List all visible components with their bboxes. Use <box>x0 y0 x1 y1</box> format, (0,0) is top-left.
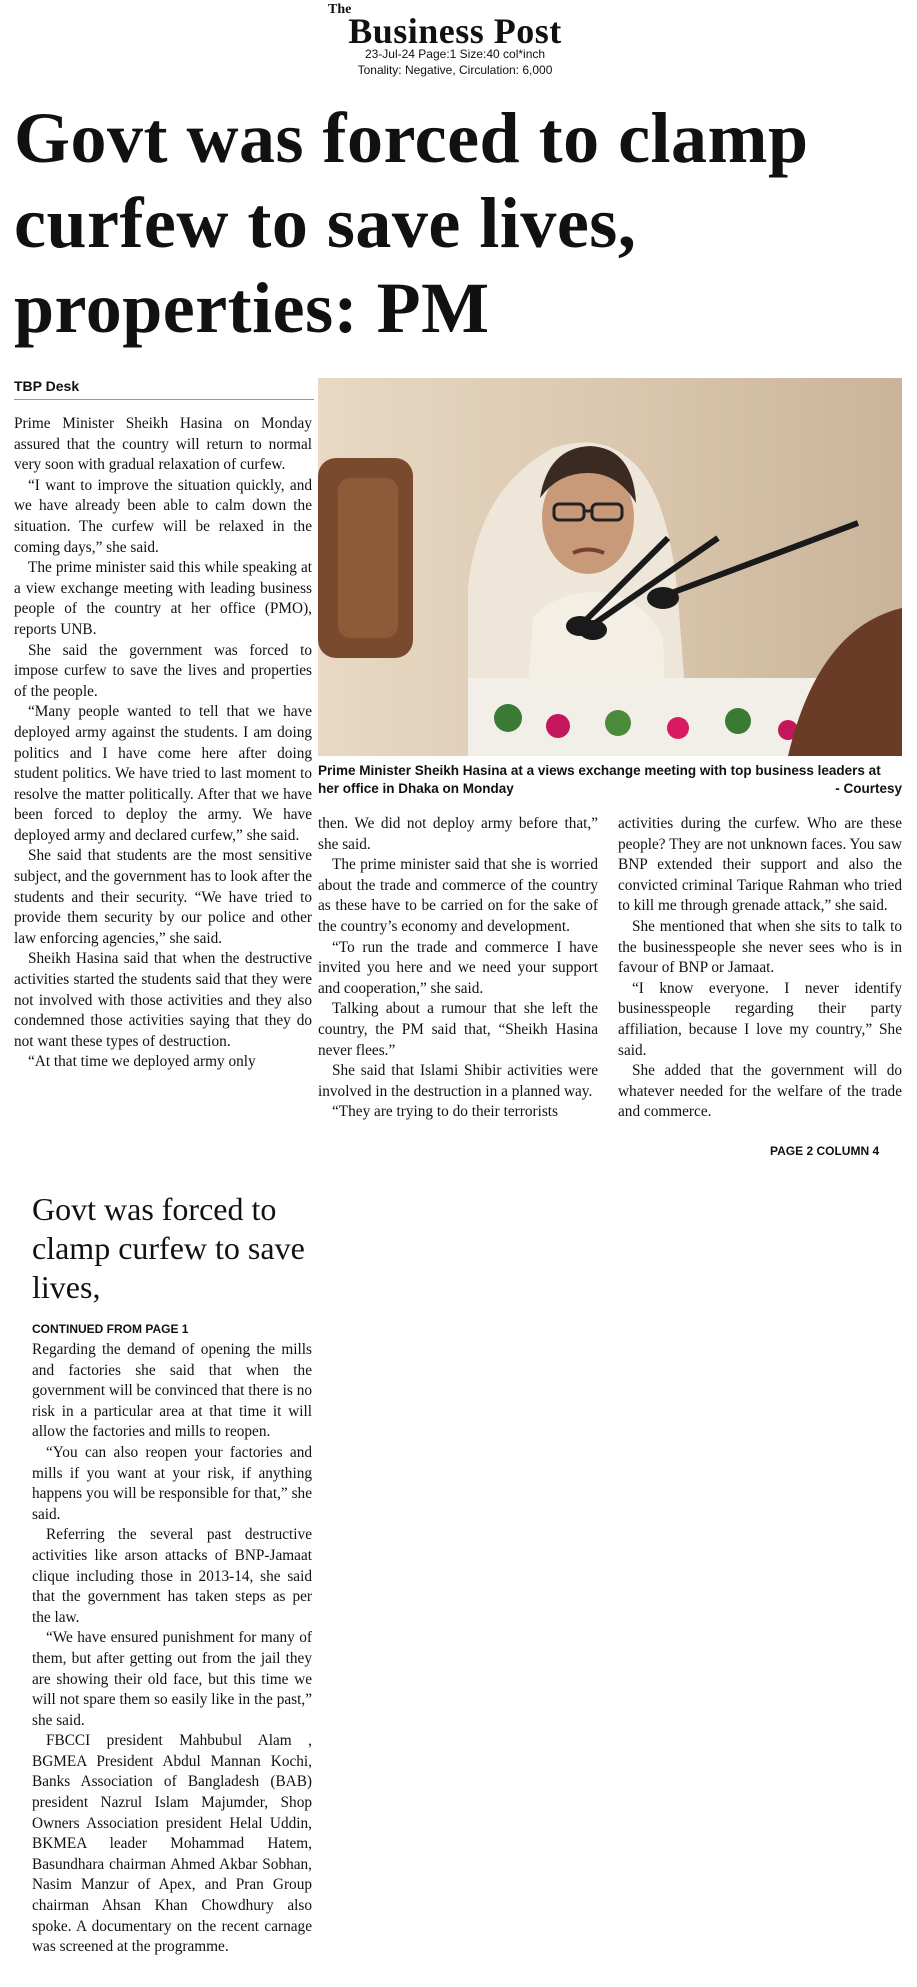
jump-line: PAGE 2 COLUMN 4 <box>770 1144 880 1158</box>
masthead <box>320 4 590 78</box>
byline: TBP Desk <box>14 378 80 394</box>
paragraph: “We have ensured punishment for many of them, but after getting out from the jail they are showing their old face, but this time we will not spare them so easily like in the past,” she said. <box>32 1629 312 1729</box>
paragraph: Talking about a rumour that she left the country, the PM said that, “Sheikh Hasina never flees.” <box>318 1000 598 1059</box>
paragraph: “I know everyone. I never identify businesspeople regarding their party affiliation, because I love my country,” She said. <box>618 979 902 1059</box>
paragraph: FBCCI president Mahbubul Alam , BGMEA President Abdul Mannan Kochi, Banks Association of Bangladesh (BAB) president Nazrul Islam Majumder, Shop Owners Association president Helal Uddin, BKMEA leader Mohammad Hatem, Basundhara chairman Ahmed Akbar Sobhan, Nasim Manzur of Apex, and Pran Group chairman Ahsan Khan Chowdhury also spoke. A documentary on the recent carnage was screened at the programme. <box>32 1732 312 1956</box>
paragraph: “Many people wanted to tell that we have deployed army against the students. I am doing politics and I have come here after doing student politics. We have tried to last moment to resolve the matter politically. After that we have been forced to deploy the army. We have deployed army and declared curfew,” she said. <box>14 703 312 844</box>
clip-meta-line1: 23-Jul-24 Page:1 Size:40 col*inch <box>364 47 546 61</box>
paragraph: She mentioned that when she sits to talk to the businesspeople she never sees who is in favour of BNP or Jamaat. <box>618 917 902 977</box>
paragraph: She added that the government will do whatever needed for the welfare of the trade and commerce. <box>618 1062 902 1121</box>
paragraph: “They are trying to do their terrorists <box>332 1103 558 1121</box>
clip-meta-line2: Tonality: Negative, Circulation: 6,000 <box>357 63 553 77</box>
article-column-3 <box>618 814 902 1123</box>
news-photo <box>318 378 902 756</box>
paragraph: “At that time we deployed army only <box>28 1053 256 1071</box>
byline-rule <box>14 399 314 400</box>
photo-credit: - Courtesy <box>835 781 902 796</box>
paragraph: then. We did not deploy army before that,” she said. <box>318 815 598 853</box>
continuation-headline: Govt was forced to clamp curfew to save lives, <box>32 1191 305 1305</box>
article-column-1 <box>14 414 312 1073</box>
paragraph: activities during the curfew. Who are these people? They are not unknown faces. You saw BNP extended their support and also the convicted criminal Tarique Rahman who tried to kill me through grenade attack,” she said. <box>618 815 902 915</box>
paragraph: “You can also reopen your factories and mills if you want at your risk, if anything happens you will be responsible for that,” she said. <box>32 1443 312 1523</box>
paragraph: Prime Minister Sheikh Hasina on Monday assured that the country will return to normal very soon with gradual relaxation of curfew. <box>14 415 312 474</box>
article-column-2 <box>318 814 598 1123</box>
paragraph: “To run the trade and commerce I have invited you here and we need your support and cooperation,” she said. <box>318 938 598 997</box>
continuation-column <box>32 1340 312 1958</box>
paragraph: She said that students are the most sensitive subject, and the government has to look after the students and their security. “We have tried to provide them security by our police and other law enforcing agencies,” she said. <box>14 847 312 947</box>
masthead-name: Business Post <box>348 11 562 51</box>
headline: Govt was forced to clamp curfew to save lives, properties: PM <box>14 98 809 348</box>
paragraph: “I want to improve the situation quickly, and we have already been able to calm down the situation. The curfew will be relaxed in the coming days,” she said. <box>14 476 312 556</box>
masthead-the: The <box>328 2 352 17</box>
paragraph: Regarding the demand of opening the mills and factories she said that when the government will be convinced that there is no risk in a particular area at that time it will allow the factories and mills to reopen. <box>32 1341 312 1441</box>
paragraph: She said that Islami Shibir activities were involved in the destruction in a planned way. <box>318 1062 598 1100</box>
photo-caption: Prime Minister Sheikh Hasina at a views exchange meeting with top business leaders at her office in Dhaka on Monday <box>318 763 881 796</box>
paragraph: The prime minister said this while speaking at a view exchange meeting with leading business people of the country at her office (PMO), reports UNB. <box>14 559 312 638</box>
news-photo-illustration <box>318 378 902 756</box>
paragraph: She said the government was forced to impose curfew to save the lives and properties of the people. <box>14 641 312 700</box>
paragraph: Referring the several past destructive activities like arson attacks of BNP-Jamaat clique including those in 2013-14, she said that the government has taken steps as per the law. <box>32 1526 312 1626</box>
paragraph: Sheikh Hasina said that when the destructive activities started the students said that they were not involved with those activities and they also condemned those activities saying that they do not want these types of destruction. <box>14 950 312 1050</box>
continued-label: CONTINUED FROM PAGE 1 <box>32 1322 189 1336</box>
paragraph: The prime minister said that she is worried about the trade and commerce of the country as these have to be carried on for the sake of the country’s economy and development. <box>318 856 598 935</box>
photo-caption-block <box>318 762 902 798</box>
